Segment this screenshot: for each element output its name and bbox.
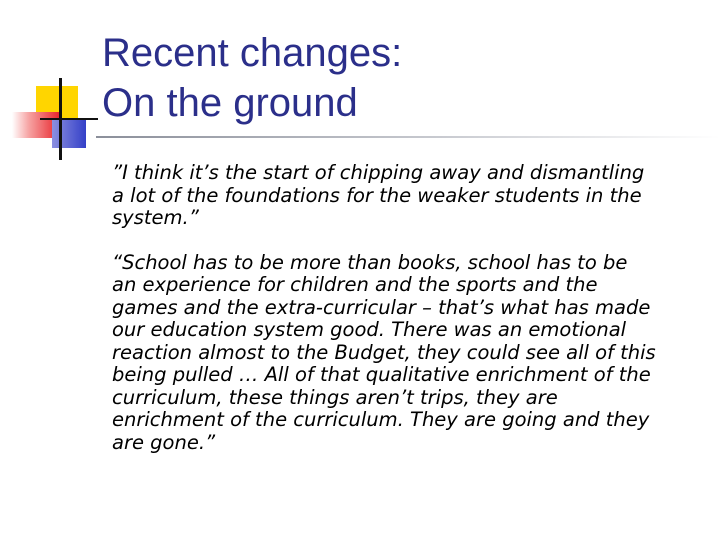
quote-2-line: our education system good. There was an emotional: [112, 318, 627, 341]
quote-2-line: enrichment of the curriculum. They are going and they: [112, 408, 650, 431]
quote-2: [112, 252, 712, 455]
quote-1: [112, 162, 712, 230]
title-line-2: On the ground: [102, 81, 358, 125]
quote-2-line: reaction almost to the Budget, they could see all of this: [112, 340, 656, 364]
title-divider: [96, 136, 720, 138]
quote-2-line: games and the extra-curricular – that’s what has made: [112, 295, 651, 319]
quote-2-line: are gone.”: [112, 430, 216, 454]
slide-title: [102, 28, 402, 128]
quote-1-line: ”I think it’s the start of chipping away and dismantling: [112, 161, 645, 184]
quote-2-line: being pulled … All of that qualitative enrichment of the: [112, 363, 651, 386]
quote-2-line: curriculum, these things aren’t trips, they are: [112, 385, 558, 409]
logo-horizontal-line: [40, 118, 98, 120]
quote-2-line: an experience for children and the sports and the: [112, 273, 598, 296]
slide-body: [112, 162, 712, 454]
title-line-1: Recent changes:: [102, 31, 403, 75]
quote-1-line: a lot of the foundations for the weaker students in the: [112, 183, 642, 207]
quote-1-line: system.”: [112, 206, 199, 229]
quote-2-line: “School has to be more than books, school has to be: [112, 250, 628, 274]
logo-blue-square: [52, 120, 86, 148]
